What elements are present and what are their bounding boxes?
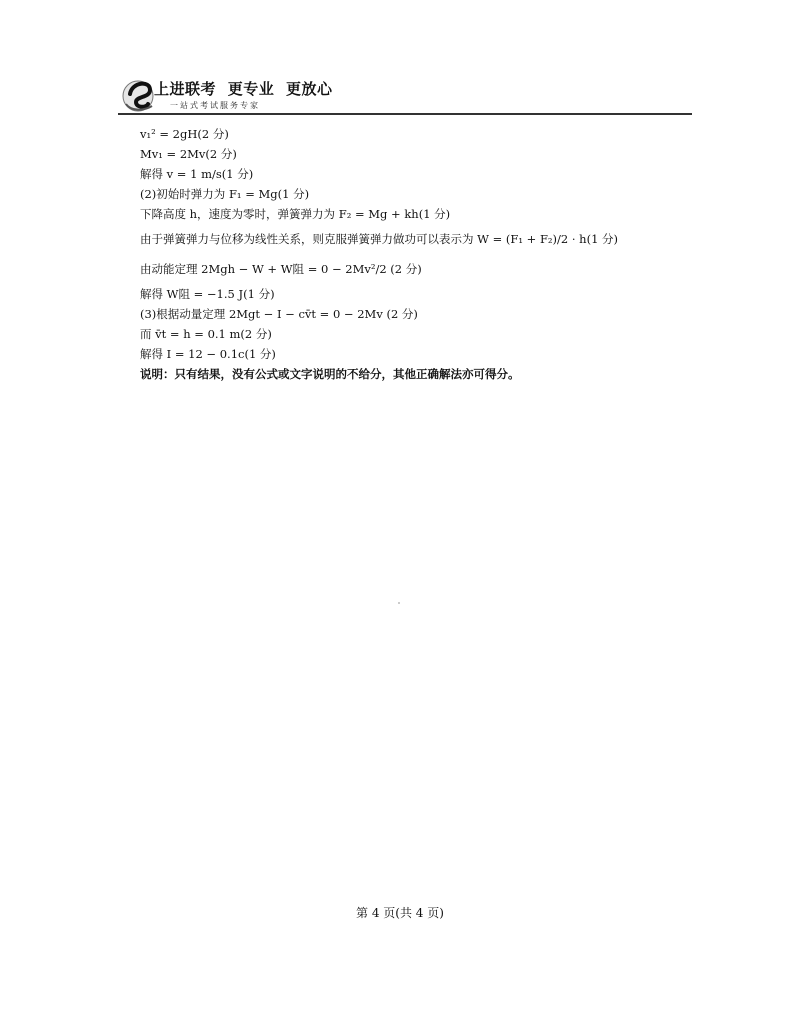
solution-line: v₁² = 2gH(2 分) [140,127,229,141]
solution-line: (2)初始时弹力为 F₁ = Mg(1 分) [140,187,310,201]
solution-line: 解得 W阻 = −1.5 J(1 分) [140,287,275,301]
solution-line: Mv₁ = 2Mv(2 分) [140,147,237,161]
solution-line: 由动能定理 2Mgh − W + W阻 = 0 − 2Mv²/2 (2 分) [140,262,422,276]
brand-name [154,78,339,99]
brand-part-1: 上进联考 [154,80,217,98]
solution-line: 而 v̄t = h = 0.1 m(2 分) [140,327,272,341]
solution-line: 解得 v = 1 m/s(1 分) [140,167,254,181]
scan-speck [398,602,400,604]
solution-text [140,124,700,384]
solution-line: 解得 I = 12 − 0.1c(1 分) [140,347,276,361]
brand-part-2: 更专业 [227,80,275,98]
solution-line: (3)根据动量定理 2Mgt − I − cv̄t = 0 − 2Mv (2 分) [140,307,418,321]
page-number: 第 4 页(共 4 页) [356,906,444,920]
solution-line: 下降高度 h，速度为零时，弹簧弹力为 F₂ = Mg + kh(1 分) [140,207,451,221]
brand-tagline: 一站式考试服务专家 [170,101,260,110]
solution-line: 由于弹簧弹力与位移为线性关系，则克服弹簧弹力做功可以表示为 W = (F₁ + F₂)/2 · h(1 分) [140,232,619,246]
brand-part-3: 更放心 [286,80,333,98]
header [118,72,692,118]
grading-note: 说明：只有结果，没有公式或文字说明的不给分，其他正确解法亦可得分。 [140,367,520,381]
header-rule [118,113,692,115]
